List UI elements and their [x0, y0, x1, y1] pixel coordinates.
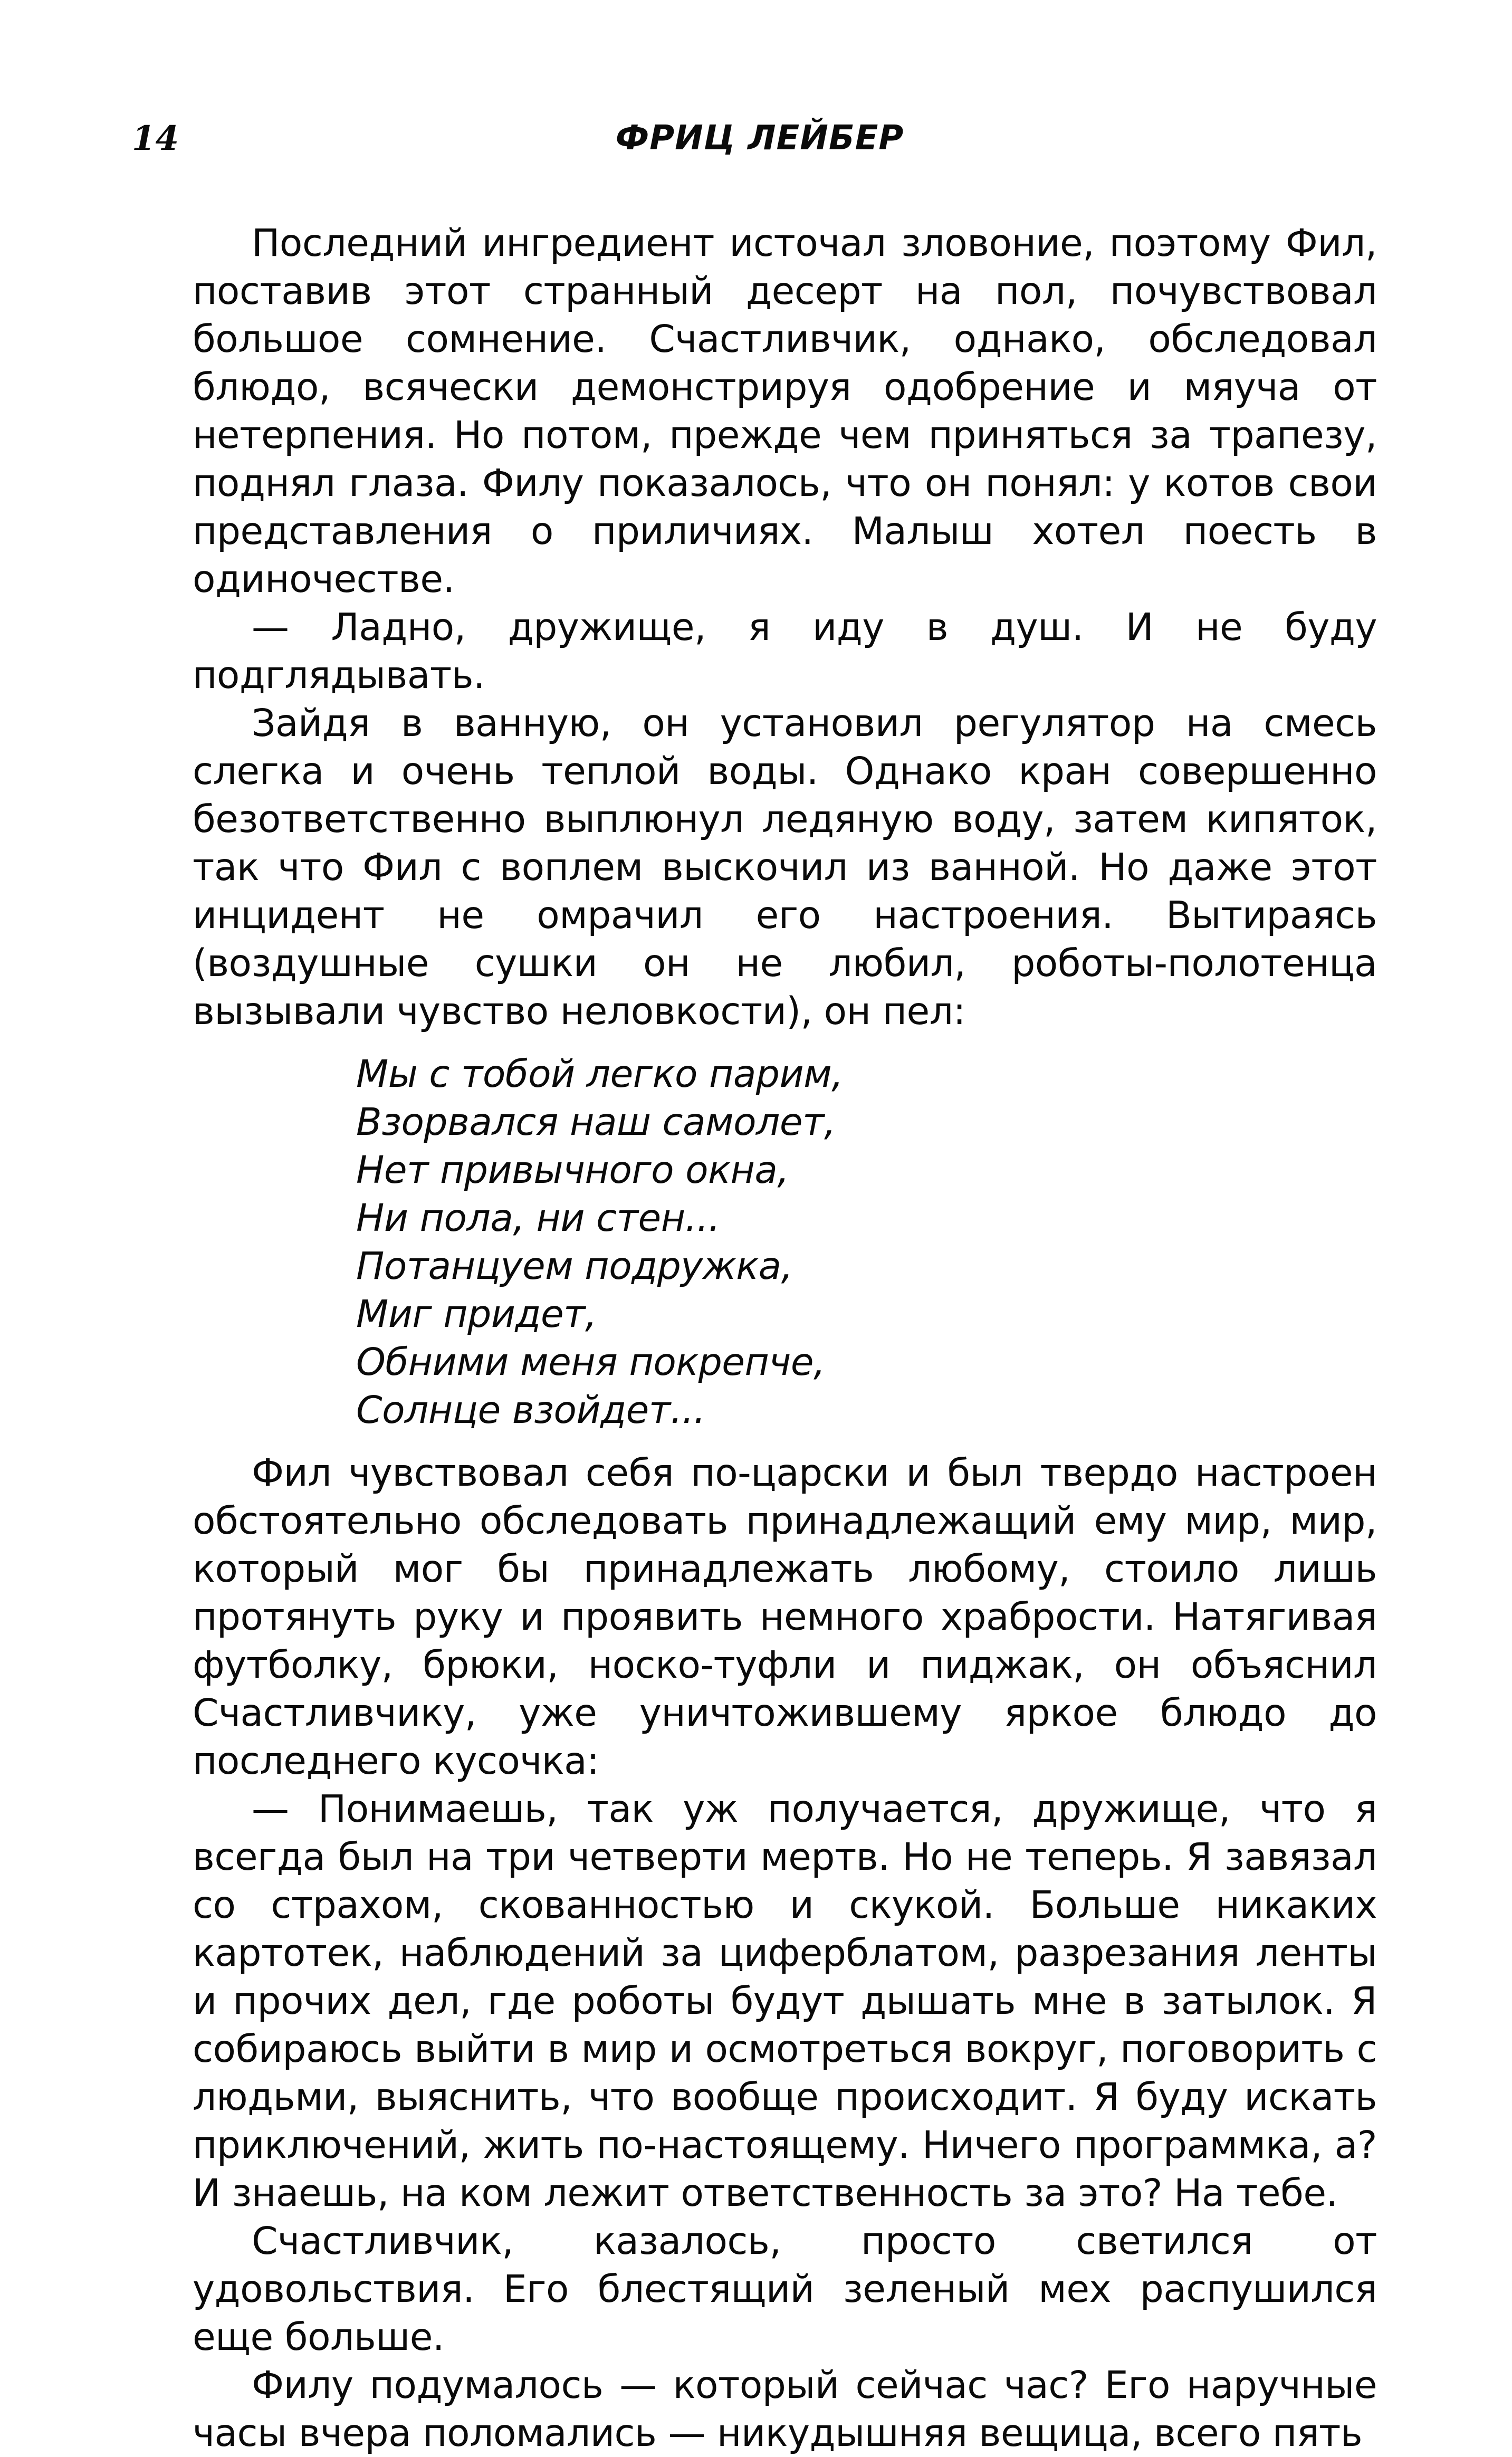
song-verse	[356, 1050, 1377, 1434]
verse-line: Нет привычного окна,	[356, 1148, 789, 1192]
paragraph: Последний ингредиент источал зловоние, поэтому Фил, поставив этот странный десерт на пол, почувствовал большое сомнение. Счастливчик, однако, обследовал блюдо, всячески демонстрируя одобрение и мяуча от нетерпения. Но потом, прежде чем приняться за трапезу, поднял глаза. Филу показалось, что он понял: у котов свои представления о приличиях. Малыш хотел поесть в одиночестве.	[193, 221, 1377, 601]
running-title: ФРИЦ ЛЕЙБЕР	[615, 119, 904, 158]
verse-line: Солнце взойдет...	[356, 1388, 705, 1432]
verse-line: Миг придет,	[356, 1292, 597, 1336]
dialogue-paragraph: — Понимаешь, так уж получается, дружище, что я всегда был на три четверти мертв. Но не теперь. Я завязал со страхом, скованностью и скукой. Больше никаких картотек, наблюдений за циферблатом, разрезания ленты и прочих дел, где роботы будут дышать мне в затылок. Я собираюсь выйти в мир и осмотреться вокруг, поговорить с людьми, выяснить, что вообще происходит. Я буду искать приключений, жить по-настоящему. Ничего программка, а? И знаешь, на ком лежит ответственность за это? На тебе.	[193, 1787, 1377, 2215]
verse-line: Мы с тобой легко парим,	[356, 1052, 844, 1096]
body-text	[193, 219, 1377, 2457]
verse-line: Обними меня покрепче,	[356, 1340, 826, 1384]
paragraph: Филу подумалось — который сейчас час? Его наручные часы вчера поломались — никудышняя вещица, всего пять	[193, 2363, 1377, 2455]
paragraph: Счастливчик, казалось, просто светился от удовольствия. Его блестящий зеленый мех распушился еще больше.	[193, 2219, 1377, 2359]
paragraph: Зайдя в ванную, он установил регулятор на смесь слегка и очень теплой воды. Однако кран совершенно безответственно выплюнул ледяную воду, затем кипяток, так что Фил с воплем выскочил из ванной. Но даже этот инцидент не омрачил его настроения. Вытираясь (воздушные сушки он не любил, роботы-полотенца вызывали чувство неловкости), он пел:	[193, 701, 1377, 1033]
verse-line: Ни пола, ни стен...	[356, 1196, 720, 1240]
dialogue-paragraph: — Ладно, дружище, я иду в душ. И не буду подглядывать.	[193, 605, 1377, 697]
paragraph: Фил чувствовал себя по-царски и был твердо настроен обстоятельно обследовать принадлежащий ему мир, мир, который мог бы принадлежать любому, стоило лишь протянуть руку и проявить немного храбрости. Натягивая футболку, брюки, носко-туфли и пиджак, он объяснил Счастливчику, уже уничтожившему яркое блюдо до последнего кусочка:	[193, 1451, 1377, 1783]
page-header	[132, 119, 1387, 166]
verse-line: Потанцуем подружка,	[356, 1244, 793, 1288]
page-number: 14	[132, 119, 179, 158]
verse-line: Взорвался наш самолет,	[356, 1100, 836, 1144]
